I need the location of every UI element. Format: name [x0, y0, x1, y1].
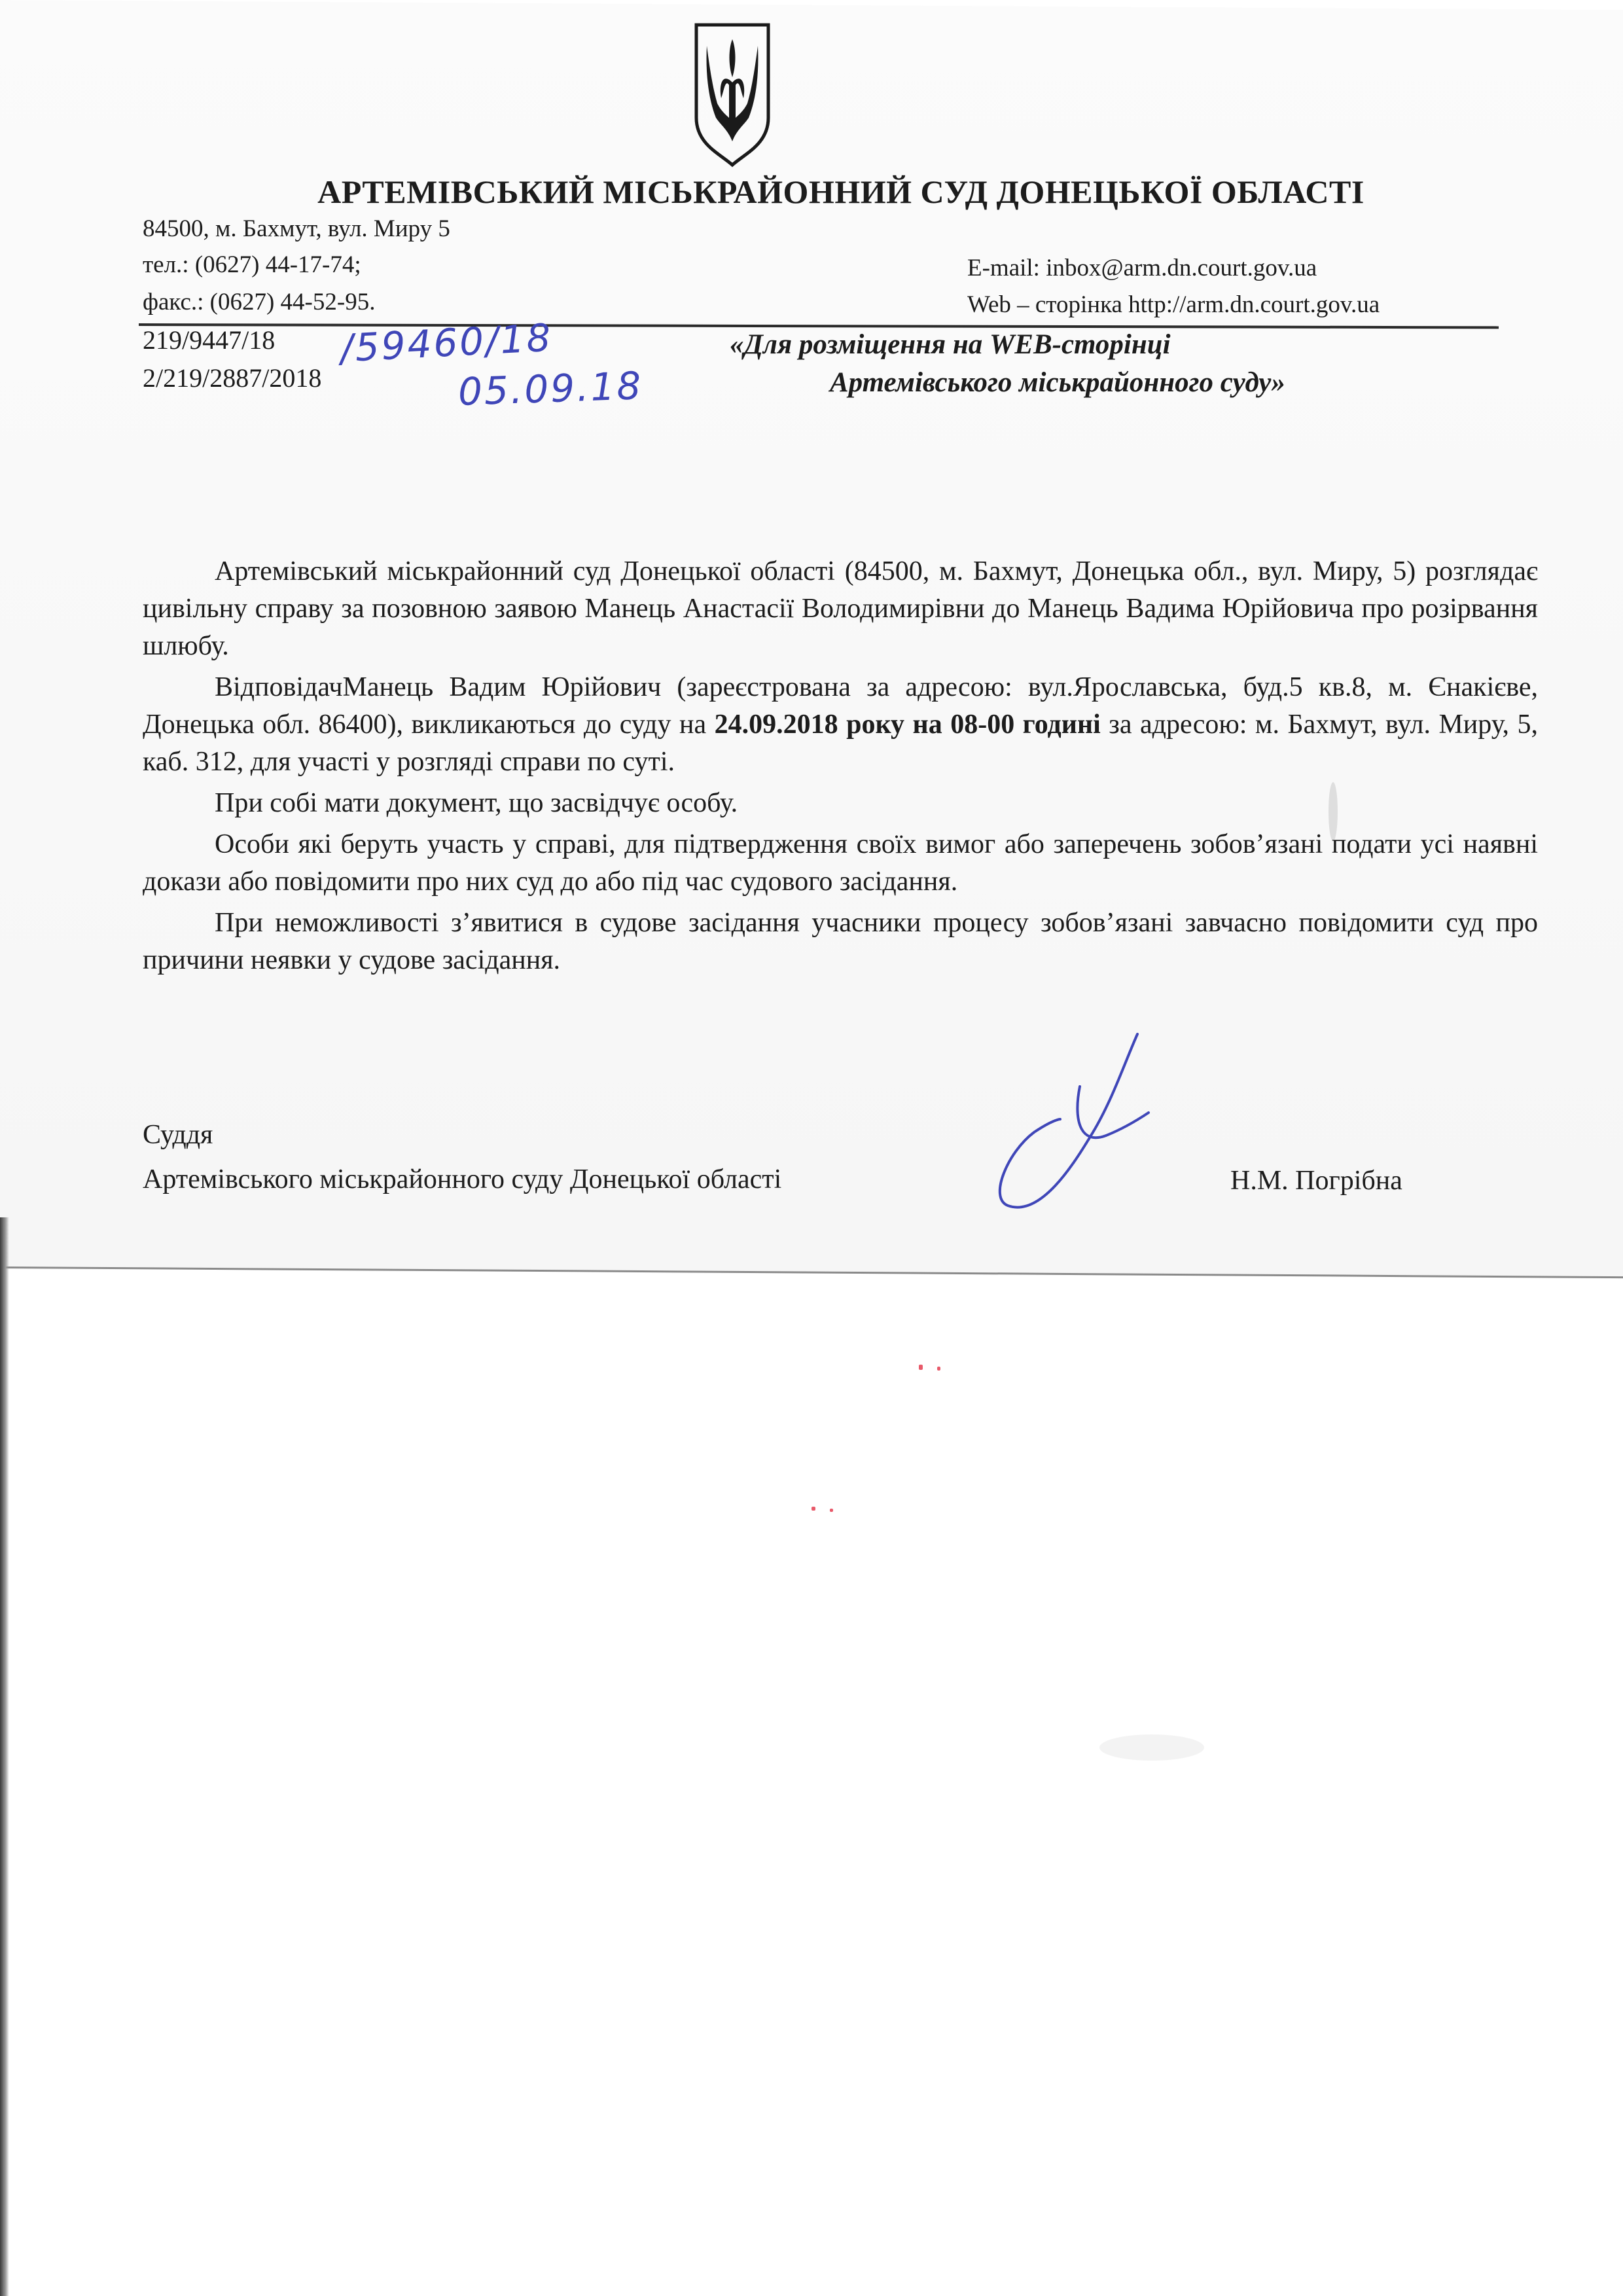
summons-text-start: ВідповідачМанець Вадим Юрійович (зареєстрована за адресою: вул.Ярославська, буд.5 кв.8, м. Єнакієве, Донецька обл. 86400), викликаються до суду на: [143, 672, 1538, 740]
notice-body: [143, 553, 1538, 983]
court-website: Web – сторінка http://arm.dn.court.gov.ua: [967, 291, 1380, 318]
court-title: АРТЕМІВСЬКИЙ МІСЬКРАЙОННИЙ СУД ДОНЕЦЬКОЇ ОБЛАСТІ: [317, 173, 1364, 210]
hearing-date-time: 24.09.2018 року на 08-00 годині: [714, 709, 1101, 740]
case-number-1: 219/9447/18: [143, 325, 276, 355]
paragraph-absence: При неможливості з’явитися в судове засідання учасники процесу зобов’язані завчасно повідомити суд про причини неявки у судове засідання.: [143, 908, 1538, 975]
scan-speck: [830, 1509, 833, 1512]
paragraph-id-document: При собі мати документ, що засвідчує особу.: [215, 788, 738, 818]
scan-smudge: [1329, 782, 1338, 841]
signatory-name: Н.М. Погрібна: [1230, 1166, 1402, 1196]
notice-line-2: Артемівського міськрайонного суду»: [830, 367, 1285, 398]
handwritten-outgoing-number: /59460/18: [339, 315, 554, 371]
paragraph-evidence: Особи які беруть участь у справі, для підтвердження своїх вимог або заперечень зобов’язані подати усі наявні докази або повідомити про них суд до або під час судового засідання.: [143, 829, 1538, 897]
court-email: E-mail: inbox@arm.dn.court.gov.ua: [967, 255, 1317, 281]
notice-line-1: «Для розміщення на WEB-сторінці: [730, 329, 1171, 360]
trident-coat-of-arms-icon: [692, 20, 772, 168]
scan-speck: [812, 1507, 815, 1511]
scan-speck: [919, 1365, 923, 1370]
scan-speck: [937, 1367, 940, 1371]
handwritten-signature-icon: [982, 1021, 1165, 1217]
case-number-2: 2/219/2887/2018: [143, 363, 322, 393]
court-phone: тел.: (0627) 44-17-74;: [143, 251, 361, 278]
signatory-court: Артемівського міськрайонного суду Донецької області: [143, 1164, 782, 1194]
scan-edge-shadow: [0, 1217, 9, 2296]
paragraph-summons: [143, 669, 1538, 781]
paragraph-case-description: Артемівський міськрайонний суд Донецької області (84500, м. Бахмут, Донецька обл., вул. Миру, 5) розглядає цивільну справу за позовною заявою Манець Анастасії Володимирівни до Манець Вадима Юрійовича про розірвання шлюбу.: [143, 556, 1538, 661]
summons-text-end: за адресою: м. Бахмут, вул. Миру, 5, каб. 312, для участі у розгляді справи по суті.: [143, 709, 1539, 777]
handwritten-date: 05.09.18: [457, 363, 644, 414]
signatory-role: Суддя: [143, 1120, 213, 1150]
court-address: 84500, м. Бахмут, вул. Миру 5: [143, 215, 450, 242]
scan-smudge: [1099, 1734, 1204, 1761]
court-fax: факс.: (0627) 44-52-95.: [143, 289, 376, 315]
